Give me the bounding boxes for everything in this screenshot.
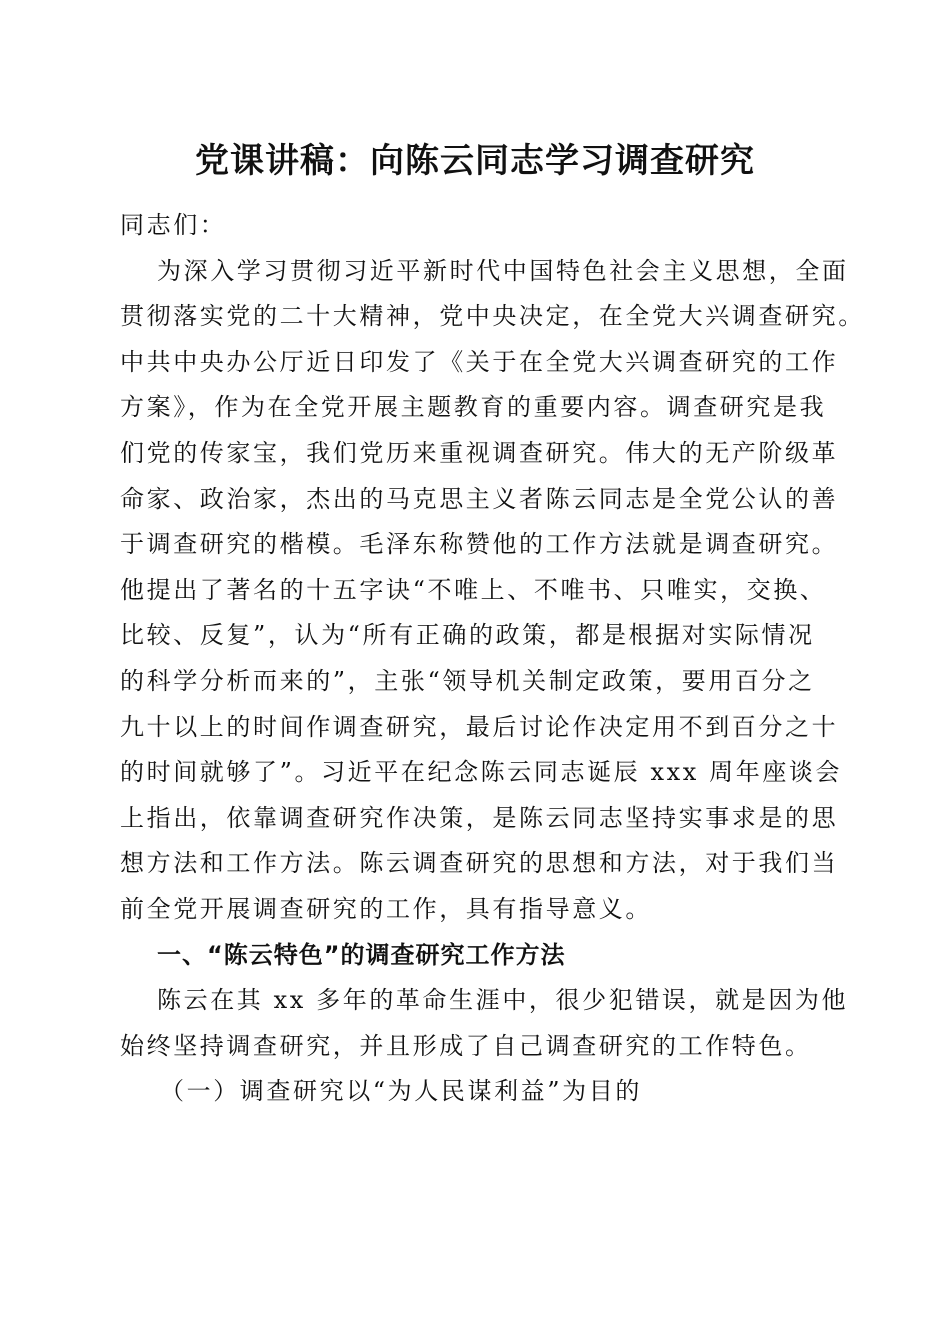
document-body xyxy=(120,203,865,1115)
subsection-heading: （一）调查研究以“为人民谋利益”为目的 xyxy=(160,1077,642,1106)
paragraph-line: 前全党开展调查研究的工作，具有指导意义。 xyxy=(120,894,652,923)
paragraph-line: 上指出，依靠调查研究作决策，是陈云同志坚持实事求是的思 xyxy=(120,803,839,832)
paragraph-line: 的时间就够了”。习近平在纪念陈云同志诞辰 xxx 周年座谈会 xyxy=(120,758,843,787)
paragraph-line: 陈云在其 xx 多年的革命生涯中，很少犯错误，就是因为他 xyxy=(157,986,849,1015)
paragraph-line: 比较、反复”，认为“所有正确的政策，都是根据对实际情况 xyxy=(120,621,815,650)
greeting: 同志们： xyxy=(120,211,227,239)
section-paragraph xyxy=(120,978,849,1069)
document-title: 党课讲稿：向陈云同志学习调查研究 xyxy=(195,141,755,181)
paragraph-line: 他提出了著名的十五字诀“不唯上、不唯书、只唯实，交换、 xyxy=(120,575,827,604)
paragraph-line: 为深入学习贯彻习近平新时代中国特色社会主义思想，全面 xyxy=(157,256,849,285)
paragraph-line: 始终坚持调查研究，并且形成了自己调查研究的工作特色。 xyxy=(120,1031,812,1060)
paragraph-line: 于调查研究的楷模。毛泽东称赞他的工作方法就是调查研究。 xyxy=(120,530,839,559)
paragraph-line: 们党的传家宝，我们党历来重视调查研究。伟大的无产阶级革 xyxy=(120,438,839,467)
paragraph-line: 方案》，作为在全党开展主题教育的重要内容。调查研究是我 xyxy=(120,393,827,422)
paragraph-line: 想方法和工作方法。陈云调查研究的思想和方法，对于我们当 xyxy=(120,849,839,878)
paragraph-line: 九十以上的时间作调查研究，最后讨论作决定用不到百分之十 xyxy=(120,712,839,741)
paragraph-line: 的科学分析而来的”，主张“领导机关制定政策，要用百分之 xyxy=(120,666,815,695)
paragraph-line: 中共中央办公厅近日印发了《关于在全党大兴调查研究的工作 xyxy=(120,347,839,376)
section-heading: 一、“陈云特色”的调查研究工作方法 xyxy=(157,940,566,969)
paragraph-line: 命家、政治家，杰出的马克思主义者陈云同志是全党公认的善 xyxy=(120,484,839,513)
intro-paragraph xyxy=(120,249,865,933)
paragraph-line: 贯彻落实党的二十大精神，党中央决定，在全党大兴调查研究。 xyxy=(120,302,865,331)
